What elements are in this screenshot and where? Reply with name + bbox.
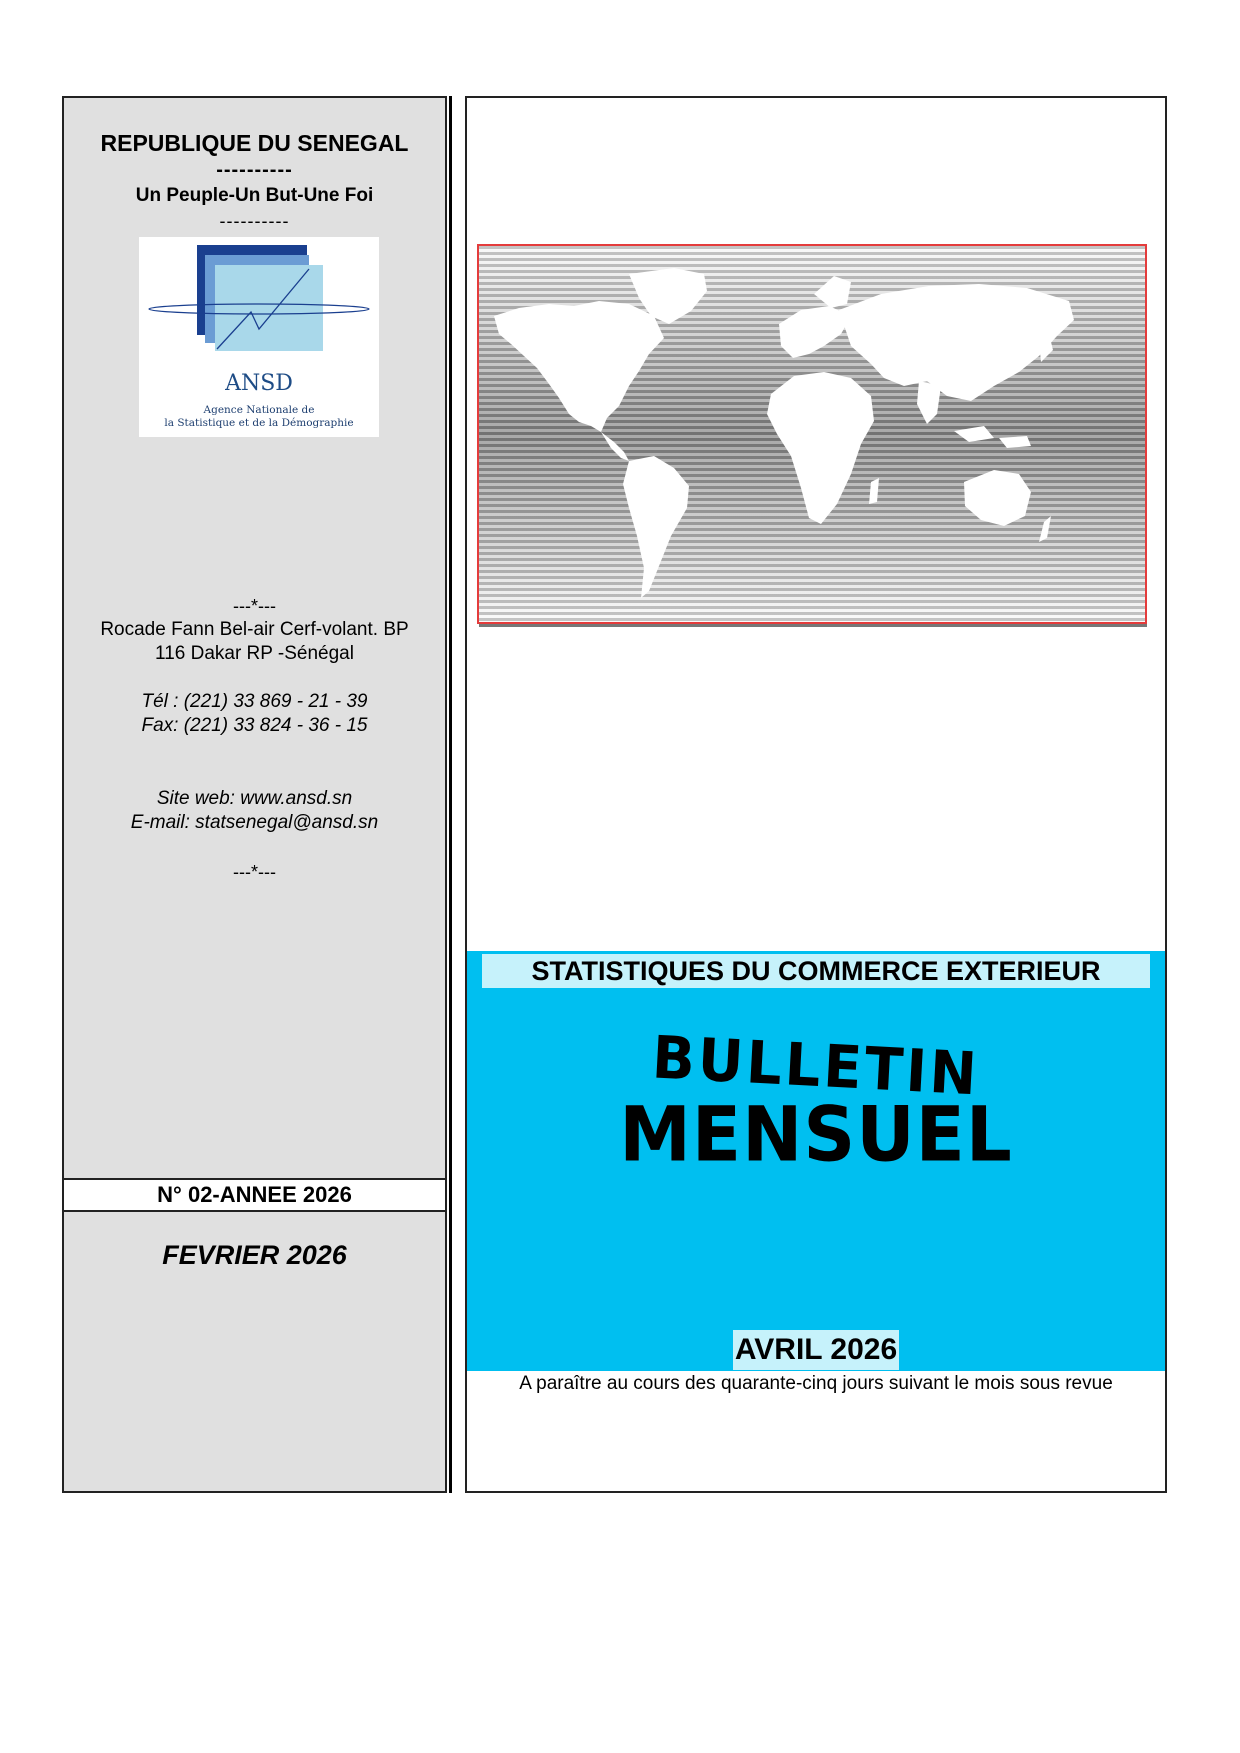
issue-month: FEVRIER 2026 (162, 1240, 347, 1270)
website: Site web: www.ansd.sn (156, 788, 353, 809)
telephone: Tél : (221) 33 869 - 21 - 39 (141, 691, 368, 712)
republic-title: REPUBLIQUE DU SENEGAL (100, 130, 409, 156)
separator-dashes: ---------- (216, 159, 293, 181)
logo-subtitle: Agence Nationale de (203, 404, 315, 416)
mensuel-heading (467, 1089, 1165, 1179)
email-address: E-mail: statsenegal@ansd.sn (130, 812, 379, 833)
fax: Fax: (221) 33 824 - 36 - 15 (141, 715, 368, 736)
ansd-logo-icon (139, 237, 379, 367)
separator-dashes: ---------- (219, 211, 290, 231)
panel-shadow (449, 96, 452, 1493)
publication-date-wrap (467, 1330, 1165, 1370)
logo-acronym: ANSD (225, 371, 293, 396)
right-panel (465, 96, 1167, 1493)
ansd-logo (139, 237, 379, 437)
address-line: 116 Dakar RP -Sénégal (155, 643, 354, 664)
logo-subtitle: la Statistique et de la Démographie (164, 417, 354, 429)
mensuel-text: MENSUEL (619, 1089, 1013, 1179)
publication-note: A paraître au cours des quarante-cinq jours suivant le mois sous revue (519, 1373, 1113, 1394)
section-title: STATISTIQUES DU COMMERCE EXTERIEUR (482, 954, 1150, 988)
publication-date: AVRIL 2026 (733, 1330, 899, 1370)
world-map-graphic (479, 246, 1145, 622)
separator-star: ---*--- (233, 596, 276, 616)
issue-number: N° 02-ANNEE 2026 (62, 1178, 447, 1212)
left-panel (62, 96, 447, 1493)
world-map-icon (477, 244, 1147, 624)
address-line: Rocade Fann Bel-air Cerf-volant. BP (100, 619, 409, 640)
national-motto: Un Peuple-Un But-Une Foi (135, 185, 374, 206)
bulletin-text: BULLETIN (650, 1023, 982, 1110)
separator-star: ---*--- (233, 862, 276, 882)
